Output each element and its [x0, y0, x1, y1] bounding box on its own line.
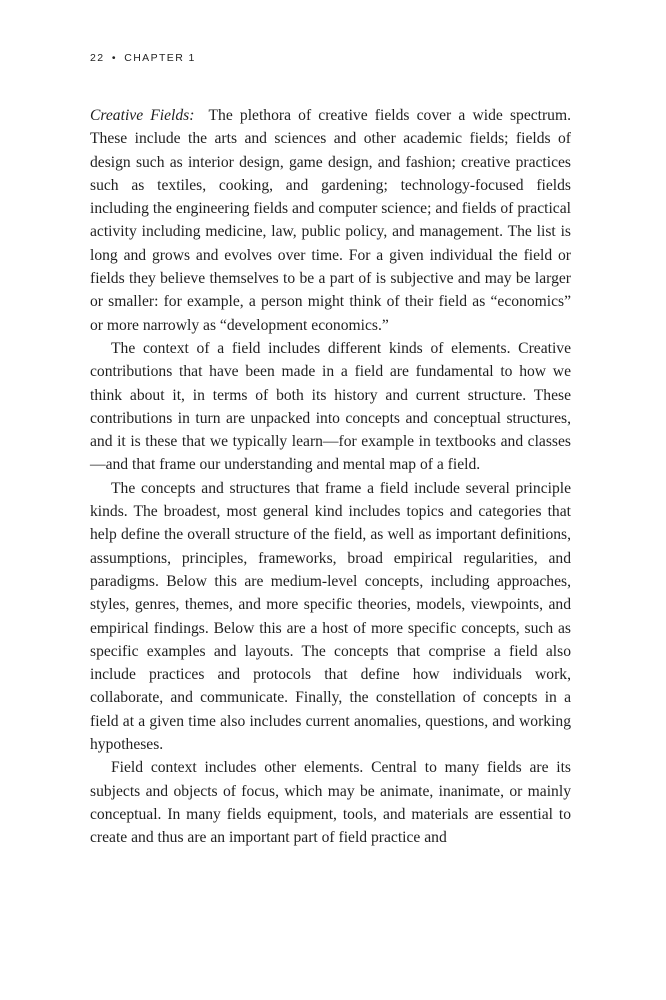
paragraph-field-context: The context of a field includes different kinds of elements. Creative contributions that have been made in a field are fundamental to how we think about it, in terms of both its history and current structure. These contributions in turn are unpacked into concepts and conceptual structures, and it is these that we typically learn—for example in textbooks and classes—and that frame our understanding and mental map of a field. — [90, 339, 571, 474]
paragraph-creative-fields — [90, 104, 571, 337]
running-head-separator: • — [111, 52, 117, 64]
paragraph-text: The plethora of creative fields cover a wide spectrum. These include the arts and sciences and other academic fields; fields of design such as interior design, game design, and fashion; creative practices such as textiles, cooking, and gardening; technology-focused fields including the engineering fields and computer science; and fields of practical activity including medicine, law, public policy, and management. The list is long and grows and evolves over time. For a given individual the field or fields they believe themselves to be a part of is subjective and may be larger or smaller: for example, a person might think of their field as “economics” or more narrowly as “development economics.” — [90, 107, 572, 334]
run-in-heading: Creative Fields: — [90, 107, 195, 124]
page-number: 22 — [90, 52, 105, 64]
chapter-label: CHAPTER 1 — [124, 52, 196, 64]
body-text — [90, 104, 571, 850]
paragraph-concepts-structures: The concepts and structures that frame a field include several principle kinds. The broadest, most general kind includes topics and categories that help define the overall structure of the field, as well as important definitions, assumptions, principles, frameworks, broad empirical regularities, and paradigms. Below this are medium-level concepts, including approaches, styles, genres, themes, and more specific theories, models, viewpoints, and empirical findings. Below this are a host of more specific concepts, such as specific examples and layouts. The concepts that comprise a field also include practices and protocols that define how individuals work, collaborate, and communicate. Finally, the constellation of concepts in a field at a given time also includes current anomalies, questions, and working hypotheses. — [90, 479, 571, 754]
paragraph-other-elements: Field context includes other elements. Central to many fields are its subjects and objects of focus, which may be animate, inanimate, or mainly conceptual. In many fields equipment, tools, and materials are essential to create and thus are an important part of field practice and — [90, 759, 571, 847]
running-head — [90, 52, 196, 64]
